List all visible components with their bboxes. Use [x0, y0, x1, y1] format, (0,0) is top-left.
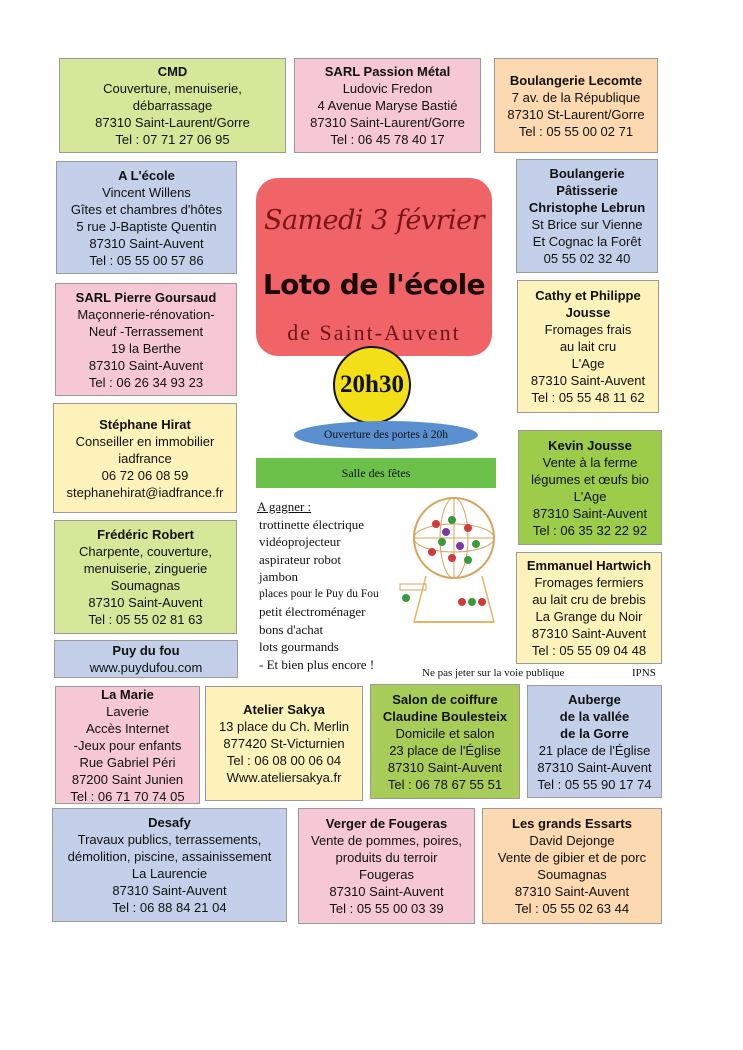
ad-hartwich-line: La Grange du Noir	[535, 609, 643, 624]
ad-kevin-line: légumes et œufs bio	[531, 471, 649, 487]
prize-item: places pour le Puy du Fou	[259, 587, 379, 600]
ad-auberge-phone: Tel : 05 55 90 17 74	[537, 776, 652, 792]
ad-marie-line: Rue Gabriel Péri	[79, 754, 176, 770]
ad-jousse-name: Cathy et Philippe	[535, 288, 641, 303]
ad-marie-line: -Jeux pour enfants	[73, 737, 182, 753]
ad-marie-name: La Marie	[101, 686, 154, 702]
ad-hartwich-line: au lait cru de brebis	[532, 592, 646, 607]
prize-list	[257, 498, 379, 673]
ad-goursaud-line: Neuf -Terrassement	[88, 323, 204, 339]
ad-coiffure-line: Domicile et salon	[395, 725, 495, 741]
ad-goursaud-line: 87310 Saint-Auvent	[88, 357, 204, 373]
ad-salon-coiffure	[370, 684, 520, 799]
ad-jousse-line: au lait cru	[559, 339, 617, 354]
event-date: Samedi 3 février	[263, 205, 485, 236]
ad-coiffure-name: Salon de coiffure	[392, 691, 498, 707]
ad-lebrun-name: Pâtisserie	[556, 183, 618, 198]
venue-text: Salle des fêtes	[341, 465, 411, 480]
ad-desafy	[52, 808, 287, 922]
ad-passion-metal	[294, 58, 481, 153]
ad-boulangerie-lebrun	[516, 159, 658, 273]
ad-sakya-phone: Tel : 06 08 00 06 04	[226, 753, 342, 768]
ad-auberge-line: 21 place de l'Église	[538, 742, 651, 758]
prize-item: trottinette électrique	[259, 516, 365, 532]
ad-frederic-robert	[54, 520, 237, 634]
ad-puy-name: Puy du fou	[112, 643, 180, 658]
ad-cmd-phone: Tel : 07 71 27 06 95	[115, 132, 230, 147]
ad-lecomte-phone: Tel : 05 55 00 02 71	[518, 123, 634, 139]
ad-hartwich-line: Fromages fermiers	[534, 575, 644, 590]
ad-lecomte-line: 87310 St-Laurent/Gorre	[507, 106, 645, 122]
ad-kevin-jousse	[518, 430, 662, 545]
ad-puy-url: www.puydufou.com	[89, 660, 203, 675]
doors-opening-text: Ouverture des portes à 20h	[324, 429, 448, 441]
ad-desafy-name: Desafy	[148, 815, 191, 830]
ad-ecole-line: Vincent Willens	[102, 184, 191, 200]
recycling-notice: Ne pas jeter sur la voie publique	[422, 667, 565, 679]
ad-hirat-line: Conseiller en immobilier	[75, 433, 215, 449]
ad-jousse-phone: Tel : 05 55 48 11 62	[531, 390, 645, 405]
ad-verger-line: Vente de pommes, poires,	[310, 833, 463, 848]
ad-robert-name: Frédéric Robert	[97, 527, 194, 542]
ad-sakya-line: 13 place du Ch. Merlin	[218, 719, 350, 734]
ad-cmd	[59, 58, 286, 153]
ad-jousse-line: 87310 Saint-Auvent	[530, 373, 646, 388]
prize-item: petit électroménager	[259, 604, 366, 619]
ad-essarts-line: David Dejonge	[529, 833, 615, 848]
ad-hirat-email: stephanehirat@iadfrance.fr	[66, 484, 224, 500]
ad-verger-line: produits du terroir	[335, 850, 438, 865]
ad-marie-line: Accès Internet	[85, 720, 170, 736]
ad-kevin-line: Vente à la ferme	[542, 454, 638, 470]
ad-kevin-line: 87310 Saint-Auvent	[532, 505, 648, 521]
ad-goursaud	[55, 283, 237, 396]
ad-passion-phone: Tel : 06 45 78 40 17	[330, 132, 445, 147]
ad-sakya-line: 877420 St-Victurnien	[223, 736, 345, 751]
ad-cmd-line: débarrassage	[132, 98, 213, 113]
ad-lebrun-line: Et Cognac la Forêt	[532, 234, 642, 249]
ad-a-lecole	[56, 161, 237, 274]
ad-passion-line: 87310 Saint-Laurent/Gorre	[310, 115, 465, 130]
ad-passion-line: Ludovic Fredon	[342, 81, 433, 96]
ad-desafy-phone: Tel : 06 88 84 21 04	[112, 900, 227, 915]
ad-verger-phone: Tel : 05 55 00 03 39	[329, 901, 444, 916]
ad-hirat-name: Stéphane Hirat	[99, 416, 191, 432]
ad-lebrun-name: Boulangerie	[549, 166, 625, 181]
ad-verger-line: 87310 Saint-Auvent	[329, 884, 444, 899]
ad-verger-line: Fougeras	[359, 867, 414, 882]
ad-coiffure-line: 87310 Saint-Auvent	[387, 759, 503, 775]
ad-kevin-phone: Tel : 06 35 32 22 92	[532, 522, 648, 538]
ad-cmd-line: Couverture, menuiserie,	[103, 81, 242, 96]
ad-desafy-line: Travaux publics, terrassements,	[77, 832, 262, 847]
ad-coiffure-phone: Tel : 06 78 67 55 51	[387, 776, 503, 792]
ad-jousse-fromages	[517, 280, 659, 413]
ad-auberge-name: de la vallée	[559, 708, 630, 724]
ad-hirat	[53, 403, 237, 513]
ad-hartwich-line: 87310 Saint-Auvent	[531, 626, 647, 641]
ad-hartwich-name: Emmanuel Hartwich	[526, 558, 652, 573]
ad-desafy-line: La Laurencie	[131, 866, 208, 881]
ad-goursaud-line: Maçonnerie-rénovation-	[77, 306, 215, 322]
ad-robert-line: menuiserie, zinguerie	[83, 561, 208, 576]
ad-jousse-line: Fromages frais	[544, 322, 632, 337]
ad-coiffure-line: 23 place de l'Église	[389, 742, 501, 758]
ad-kevin-line: L'Age	[573, 488, 607, 504]
ad-robert-line: 87310 Saint-Auvent	[88, 595, 203, 610]
ad-auberge-line: 87310 Saint-Auvent	[537, 759, 652, 775]
ad-essarts-line: Vente de gibier et de porc	[497, 850, 647, 865]
ad-goursaud-phone: Tel : 06 26 34 93 23	[88, 374, 204, 390]
ad-auberge-name: Auberge	[568, 691, 621, 707]
ad-lecomte-name: Boulangerie Lecomte	[509, 72, 643, 88]
prize-item: bons d'achat	[259, 621, 324, 637]
ad-lecomte-line: 7 av. de la République	[511, 89, 641, 105]
prize-item: aspirateur robot	[259, 551, 341, 567]
ad-robert-line: Charpente, couverture,	[79, 544, 212, 559]
ad-ecole-line: 5 rue J-Baptiste Quentin	[76, 218, 217, 234]
venue-banner	[256, 458, 496, 488]
ad-jousse-name: Jousse	[565, 305, 611, 320]
ad-ecole-phone: Tel : 05 55 00 57 86	[89, 252, 204, 268]
prize-item: jambon	[259, 569, 298, 584]
ad-atelier-sakya	[205, 686, 363, 801]
ad-ecole-line: Gîtes et chambres d'hôtes	[70, 201, 223, 217]
ad-ecole-line: 87310 Saint-Auvent	[89, 235, 204, 251]
ad-kevin-name: Kevin Jousse	[548, 437, 632, 453]
ad-coiffure-name: Claudine Boulesteix	[382, 708, 508, 724]
ad-boulangerie-lecomte	[494, 58, 658, 153]
ad-auberge-name: de la Gorre	[560, 725, 629, 741]
prize-item: - Et bien plus encore !	[259, 656, 375, 672]
ad-cmd-name: CMD	[157, 64, 188, 79]
ad-desafy-line: démolition, piscine, assainissement	[67, 849, 272, 864]
ad-marie-phone: Tel : 06 71 70 74 05	[70, 788, 185, 804]
ad-essarts-line: Soumagnas	[537, 867, 607, 882]
ad-ecole-name: A L'école	[118, 167, 175, 183]
ad-goursaud-line: 19 la Berthe	[110, 340, 182, 356]
ad-passion-name: SARL Passion Métal	[324, 64, 451, 79]
ad-hartwich-phone: Tel : 05 55 09 04 48	[531, 643, 647, 658]
ad-puy-du-fou	[54, 640, 238, 678]
prize-item: vidéoprojecteur	[259, 534, 341, 549]
ad-desafy-line: 87310 Saint-Auvent	[112, 883, 227, 898]
bingo-cage-illustration	[396, 490, 508, 632]
ad-jousse-line: L'Age	[571, 356, 605, 371]
ad-hirat-phone: 06 72 06 08 59	[101, 467, 189, 483]
ad-sakya-url: Www.ateliersakya.fr	[226, 770, 342, 785]
prize-heading: A gagner :	[257, 499, 312, 514]
ad-grands-essarts	[482, 808, 662, 924]
ipns-label: IPNS	[632, 667, 656, 679]
ad-essarts-line: 87310 Saint-Auvent	[514, 884, 630, 899]
doors-opening-ellipse	[294, 421, 478, 449]
ad-marie-line: Laverie	[106, 703, 149, 719]
ad-robert-line: Soumagnas	[110, 578, 181, 593]
event-time: 20h30	[340, 371, 404, 398]
ad-lebrun-name: Christophe Lebrun	[528, 200, 646, 215]
ad-cmd-line: 87310 Saint-Laurent/Gorre	[95, 115, 250, 130]
event-subtitle: de Saint-Auvent	[287, 320, 461, 345]
ad-hirat-line: iadfrance	[118, 450, 172, 466]
ad-verger-name: Verger de Fougeras	[325, 816, 448, 831]
event-title: Loto de l'école	[262, 268, 486, 301]
ad-essarts-phone: Tel : 05 55 02 63 44	[514, 901, 630, 916]
ad-lebrun-line: St Brice sur Vienne	[531, 217, 643, 232]
ad-la-marie	[55, 686, 200, 804]
prize-item: lots gourmands	[259, 639, 339, 654]
ad-verger	[298, 808, 475, 924]
ad-lebrun-phone: 05 55 02 32 40	[543, 251, 631, 266]
ad-passion-line: 4 Avenue Maryse Bastié	[317, 98, 458, 113]
ad-goursaud-name: SARL Pierre Goursaud	[75, 289, 217, 305]
ad-hartwich	[516, 552, 662, 664]
ad-sakya-name: Atelier Sakya	[243, 702, 325, 717]
event-time-badge	[333, 346, 411, 424]
ad-essarts-name: Les grands Essarts	[512, 816, 632, 831]
ad-robert-phone: Tel : 05 55 02 81 63	[88, 612, 203, 627]
ad-marie-line: 87200 Saint Junien	[71, 771, 184, 787]
ad-auberge	[527, 685, 662, 798]
